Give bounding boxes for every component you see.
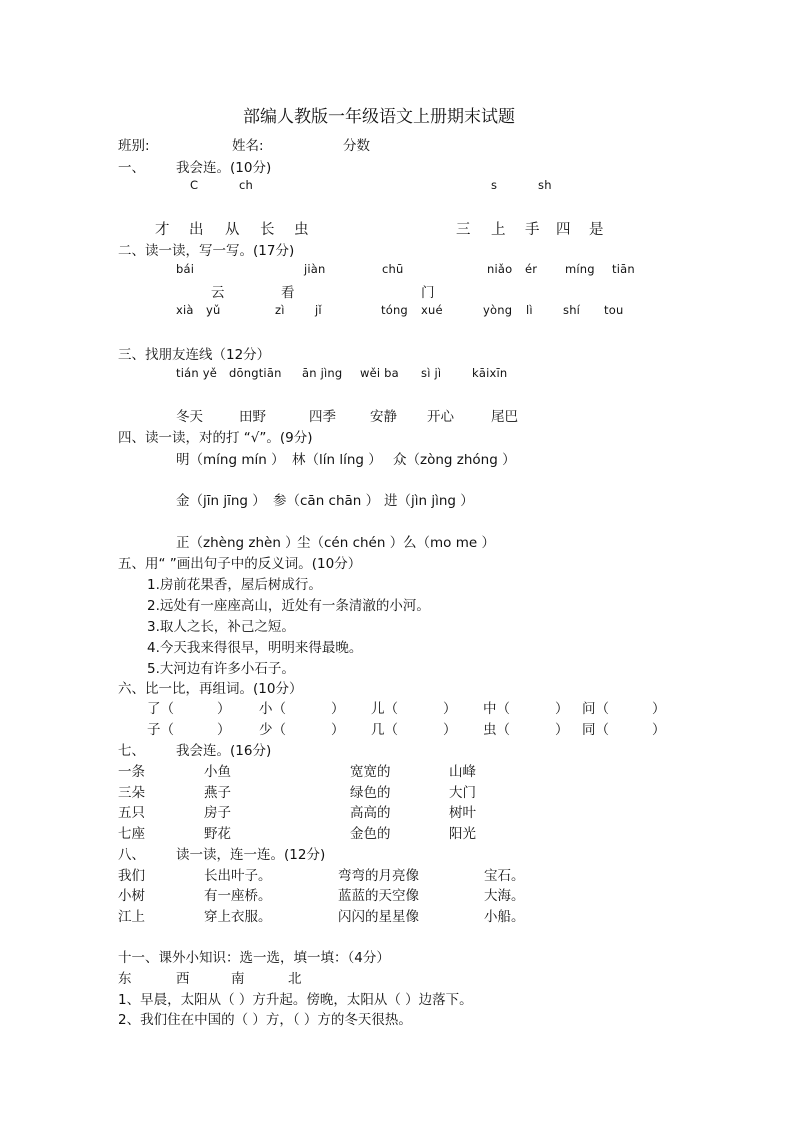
s6-blank: ） bbox=[443, 701, 457, 717]
s3-word: 四季 bbox=[309, 409, 336, 425]
s7-cell: 树叶 bbox=[449, 805, 476, 821]
s8-cell: 大海。 bbox=[484, 888, 525, 904]
s1-char: 长 bbox=[260, 222, 275, 238]
s4-item: 林（lín líng ） bbox=[292, 452, 382, 468]
s4-title: 四、读一读，对的打 “√”。(9分) bbox=[118, 430, 313, 446]
s7-cell: 山峰 bbox=[449, 764, 476, 780]
s2-pinyin: tou bbox=[604, 303, 624, 317]
s1-char: 是 bbox=[589, 222, 604, 238]
s6-blank: ） bbox=[652, 701, 666, 717]
s11-question: 1、早晨，太阳从（ ）方升起。傍晚，太阳从（ ）边落下。 bbox=[118, 992, 473, 1008]
s2-pinyin: yǔ bbox=[206, 303, 221, 317]
s1-letter: ch bbox=[239, 178, 254, 192]
s11-question: 2、我们住在中国的（ ）方，（ ）方的冬天很热。 bbox=[118, 1012, 412, 1028]
s8-cell: 小船。 bbox=[484, 909, 525, 925]
s5-title: 五、用“ ”画出句子中的反义词。(10分） bbox=[118, 556, 362, 572]
s8-title: 读一读，连一连。(12分) bbox=[176, 847, 326, 863]
s11-option: 北 bbox=[288, 971, 302, 987]
s11-title: 十一、课外小知识：选一选，填一填：（4分） bbox=[118, 950, 390, 966]
s11-option: 西 bbox=[176, 971, 190, 987]
s6-blank: 同（ bbox=[582, 722, 609, 738]
s3-word: 冬天 bbox=[176, 409, 203, 425]
s8-cell: 蓝蓝的天空像 bbox=[338, 888, 419, 904]
s6-blank: 中（ bbox=[483, 701, 510, 717]
s6-blank: ） bbox=[555, 701, 569, 717]
s4-item: 明（míng mín ） bbox=[176, 452, 285, 468]
s3-word: 尾巴 bbox=[491, 409, 518, 425]
s1-char: 四 bbox=[556, 222, 571, 238]
s4-item: 进（jìn jìng ） bbox=[384, 493, 474, 509]
s7-cell: 燕子 bbox=[204, 785, 231, 801]
s2-pinyin: tóng bbox=[381, 303, 408, 317]
s2-pinyin: lì bbox=[526, 303, 533, 317]
s7-cell: 金色的 bbox=[350, 826, 391, 842]
s2-pinyin: bái bbox=[176, 262, 195, 276]
s5-sentence: 2.远处有一座座高山，近处有一条清澈的小河。 bbox=[147, 598, 430, 614]
page-title: 部编人教版一年级语文上册期末试题 bbox=[243, 107, 515, 127]
s6-blank: ） bbox=[331, 701, 345, 717]
s5-sentence: 1.房前花果香，屋后树成行。 bbox=[147, 577, 322, 593]
s4-item: 么（mo me ） bbox=[403, 535, 495, 551]
s11-option: 南 bbox=[231, 971, 245, 987]
s1-char: 出 bbox=[189, 222, 204, 238]
s8-cell: 有一座桥。 bbox=[204, 888, 272, 904]
s1-char: 上 bbox=[491, 222, 506, 238]
s7-cell: 五只 bbox=[118, 805, 145, 821]
s6-blank: 虫（ bbox=[483, 722, 510, 738]
s1-char: 才 bbox=[155, 222, 170, 238]
s1-char: 手 bbox=[525, 222, 540, 238]
s8-cell: 宝石。 bbox=[484, 868, 525, 884]
s2-pinyin: jiàn bbox=[304, 262, 326, 276]
s3-pinyin: wěi ba bbox=[360, 366, 399, 380]
name-label: 姓名: bbox=[232, 138, 264, 154]
s1-char: 从 bbox=[225, 222, 240, 238]
s1-number: 一、 bbox=[118, 160, 145, 176]
s7-cell: 野花 bbox=[204, 826, 231, 842]
s6-blank: 几（ bbox=[371, 722, 398, 738]
s8-number: 八、 bbox=[118, 847, 145, 863]
s3-pinyin: tián yě bbox=[176, 366, 217, 380]
s7-cell: 阳光 bbox=[449, 826, 476, 842]
s7-cell: 小鱼 bbox=[204, 764, 231, 780]
s2-char: 门 bbox=[421, 285, 435, 301]
s4-item: 众（zòng zhóng ） bbox=[393, 452, 516, 468]
s7-cell: 宽宽的 bbox=[350, 764, 391, 780]
s2-pinyin: chū bbox=[382, 262, 404, 276]
s7-cell: 房子 bbox=[204, 805, 231, 821]
s7-cell: 一条 bbox=[118, 764, 145, 780]
s11-option: 东 bbox=[118, 971, 132, 987]
s1-letter: sh bbox=[538, 178, 552, 192]
s5-sentence: 4.今天我来得很早，明明来得最晚。 bbox=[147, 640, 363, 656]
s4-item: 金（jīn jīng ） bbox=[176, 493, 266, 509]
s8-cell: 穿上衣服。 bbox=[204, 909, 272, 925]
s6-blank: 子（ bbox=[147, 722, 174, 738]
s3-title: 三、找朋友连线（12分） bbox=[118, 347, 271, 363]
s8-cell: 长出叶子。 bbox=[204, 868, 272, 884]
s1-char: 三 bbox=[456, 222, 471, 238]
s7-cell: 三朵 bbox=[118, 785, 145, 801]
s2-pinyin: jǐ bbox=[315, 303, 322, 317]
s3-word: 田野 bbox=[239, 409, 266, 425]
s6-blank: 问（ bbox=[582, 701, 609, 717]
s2-pinyin: yòng bbox=[483, 303, 513, 317]
s6-blank: ） bbox=[443, 722, 457, 738]
s7-title: 我会连。(16分) bbox=[176, 743, 272, 759]
s6-blank: ） bbox=[555, 722, 569, 738]
s2-pinyin: shí bbox=[563, 303, 581, 317]
s5-sentence: 5.大河边有许多小石子。 bbox=[147, 661, 295, 677]
s6-blank: 小（ bbox=[259, 701, 286, 717]
s5-sentence: 3.取人之长，补己之短。 bbox=[147, 619, 295, 635]
s8-cell: 闪闪的星星像 bbox=[338, 909, 419, 925]
s8-cell: 弯弯的月亮像 bbox=[338, 868, 419, 884]
s2-pinyin: ér bbox=[525, 262, 538, 276]
s6-blank: ） bbox=[652, 722, 666, 738]
s8-cell: 我们 bbox=[118, 868, 145, 884]
s6-blank: ） bbox=[217, 701, 231, 717]
score-label: 分数 bbox=[343, 138, 370, 154]
s7-cell: 七座 bbox=[118, 826, 145, 842]
s2-title: 二、读一读，写一写。(17分) bbox=[118, 243, 295, 259]
s2-pinyin: míng bbox=[565, 262, 595, 276]
s2-char: 云 bbox=[211, 285, 225, 301]
s3-word: 开心 bbox=[427, 409, 454, 425]
s8-cell: 小树 bbox=[118, 888, 145, 904]
s3-pinyin: ān jìng bbox=[302, 366, 343, 380]
s1-title: 我会连。(10分) bbox=[176, 160, 272, 176]
s7-cell: 大门 bbox=[449, 785, 476, 801]
s1-char: 虫 bbox=[294, 222, 309, 238]
s6-blank: ） bbox=[331, 722, 345, 738]
class-label: 班别: bbox=[118, 138, 150, 154]
s2-pinyin: zì bbox=[275, 303, 285, 317]
s1-letter: C bbox=[190, 178, 199, 192]
s4-item: 参（cān chān ） bbox=[273, 493, 380, 509]
s2-pinyin: xià bbox=[176, 303, 194, 317]
s1-letter: s bbox=[491, 178, 498, 192]
s3-pinyin: sì jì bbox=[421, 366, 442, 380]
s3-pinyin: kāixīn bbox=[472, 366, 508, 380]
s4-item: 正（zhèng zhèn ） bbox=[176, 535, 299, 551]
s6-blank: 少（ bbox=[259, 722, 286, 738]
s8-cell: 江上 bbox=[118, 909, 145, 925]
s6-title: 六、比一比，再组词。(10分） bbox=[118, 681, 303, 697]
s6-blank: ） bbox=[217, 722, 231, 738]
s2-pinyin: tiān bbox=[612, 262, 635, 276]
s7-number: 七、 bbox=[118, 743, 145, 759]
s2-char: 看 bbox=[281, 285, 295, 301]
s3-word: 安静 bbox=[370, 409, 397, 425]
s7-cell: 绿色的 bbox=[350, 785, 391, 801]
s4-item: 尘（cén chén ） bbox=[297, 535, 404, 551]
s6-blank: 儿（ bbox=[371, 701, 398, 717]
s3-pinyin: dōngtiān bbox=[229, 366, 282, 380]
s2-pinyin: xué bbox=[421, 303, 443, 317]
s6-blank: 了（ bbox=[147, 701, 174, 717]
s2-pinyin: niǎo bbox=[487, 262, 513, 276]
s7-cell: 高高的 bbox=[350, 805, 391, 821]
